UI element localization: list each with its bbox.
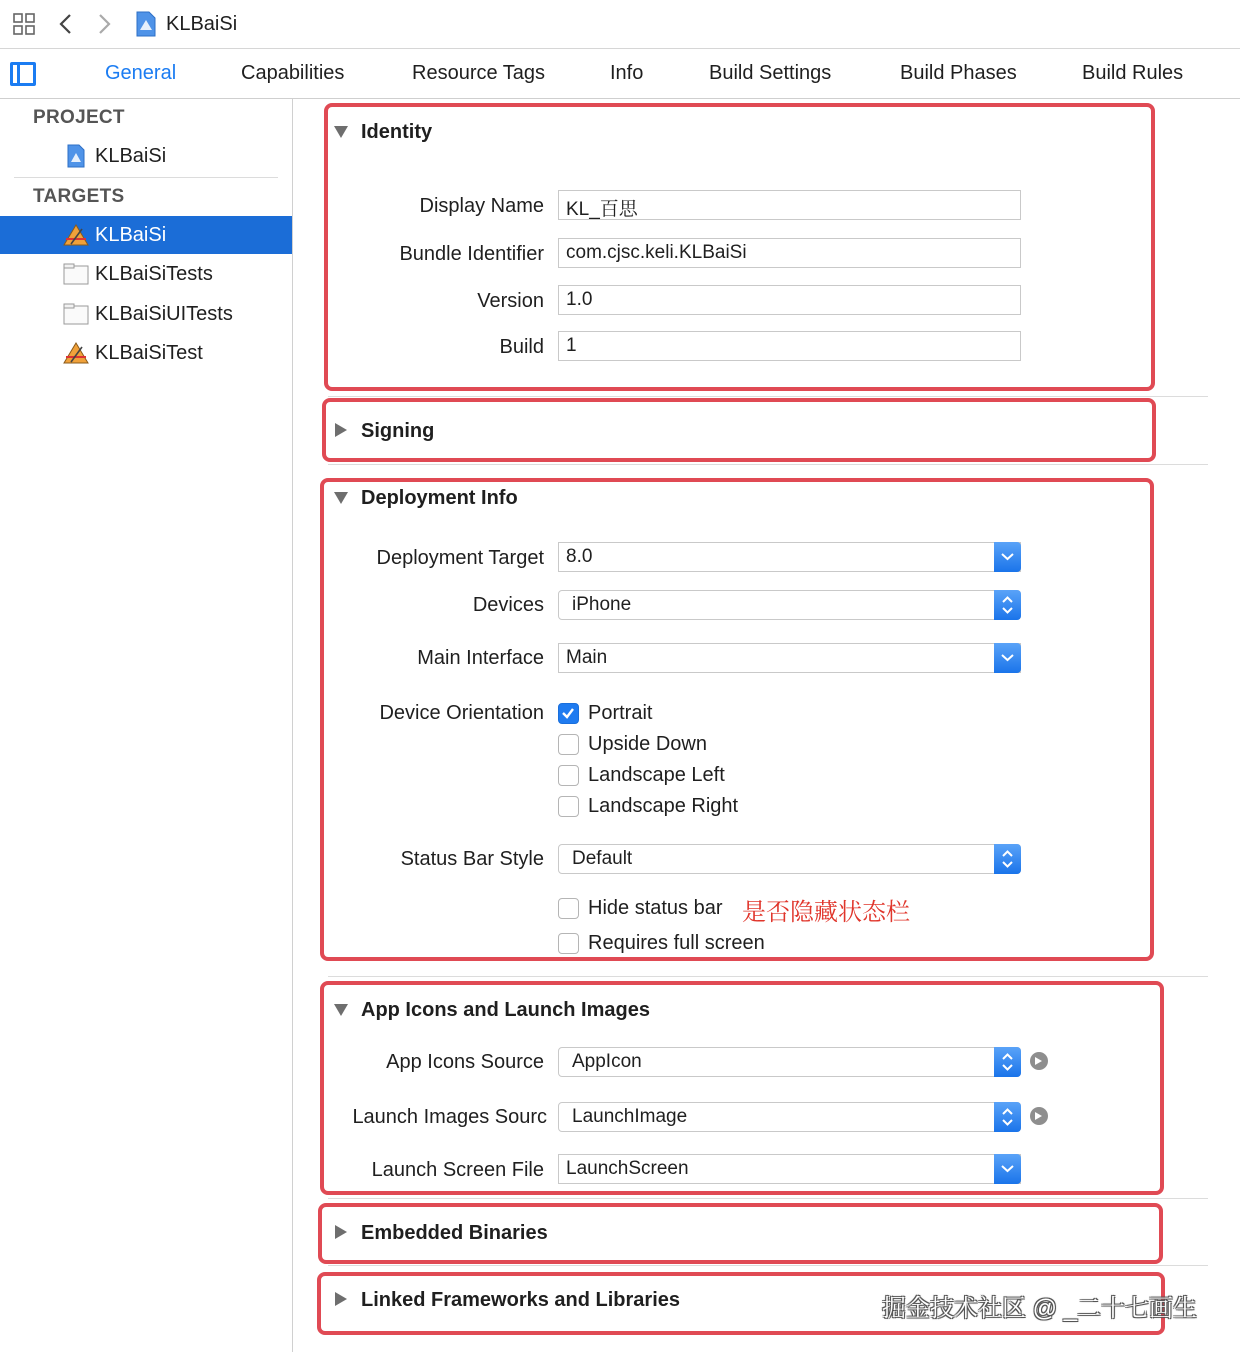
sidebar-item-project[interactable] — [0, 137, 292, 175]
display-name-label: Display Name — [419, 195, 544, 217]
deployment-info-section-title[interactable]: Deployment Info — [361, 487, 518, 509]
project-targets-sidebar — [0, 99, 293, 1352]
test-bundle-icon — [62, 262, 90, 286]
section-divider — [328, 1265, 1208, 1266]
section-divider — [328, 396, 1208, 397]
landscape-left-label: Landscape Left — [588, 764, 725, 786]
watermark-text: 掘金技术社区 @ _二十七画生 — [882, 1295, 1198, 1322]
section-divider — [328, 1198, 1208, 1199]
build-label: Build — [499, 336, 544, 358]
forward-chevron-icon[interactable] — [94, 10, 114, 38]
editor-tab-bar — [0, 49, 1240, 99]
hide-status-bar-label: Hide status bar — [588, 897, 723, 919]
targets-section-header: TARGETS — [33, 186, 125, 207]
tab-resource-tags[interactable]: Resource Tags — [412, 62, 546, 84]
launch-screen-file-label: Launch Screen File — [371, 1159, 544, 1181]
sidebar-item-target-tests[interactable] — [0, 255, 292, 293]
main-interface-value: Main — [566, 647, 608, 668]
project-section-header: PROJECT — [33, 107, 125, 128]
app-icons-section-title[interactable]: App Icons and Launch Images — [361, 999, 650, 1021]
sidebar-item-label: KLBaiSi — [95, 224, 167, 246]
version-label: Version — [477, 290, 544, 312]
display-name-field[interactable]: KL_百思 — [558, 190, 1021, 220]
breadcrumb-project[interactable]: KLBaiSi — [166, 13, 238, 35]
sidebar-toggle-icon[interactable] — [10, 62, 36, 86]
app-icons-source-value: AppIcon — [572, 1051, 642, 1072]
related-items-grid-icon[interactable] — [12, 12, 36, 36]
deployment-info-highlight-box — [320, 478, 1154, 961]
sidebar-item-target-test[interactable] — [0, 334, 292, 372]
launch-images-source-label: Launch Images Sourc — [352, 1106, 547, 1128]
build-field[interactable]: 1 — [558, 331, 1021, 361]
linked-frameworks-section-title[interactable]: Linked Frameworks and Libraries — [361, 1289, 680, 1311]
signing-section-title[interactable]: Signing — [361, 420, 435, 442]
sidebar-item-target-klbaisi[interactable] — [0, 216, 292, 254]
hide-status-bar-annotation: 是否隐藏状态栏 — [742, 899, 910, 926]
project-file-icon — [62, 144, 90, 168]
deployment-target-value: 8.0 — [566, 546, 593, 567]
bundle-identifier-field[interactable]: com.cjsc.keli.KLBaiSi — [558, 238, 1021, 268]
sidebar-item-label: KLBaiSiUITests — [95, 303, 233, 325]
landscape-right-label: Landscape Right — [588, 795, 739, 817]
project-file-icon — [134, 10, 158, 38]
path-bar — [0, 0, 1240, 49]
tab-build-settings[interactable]: Build Settings — [709, 62, 832, 84]
app-icons-source-label: App Icons Source — [386, 1051, 544, 1073]
version-field[interactable]: 1.0 — [558, 285, 1021, 315]
devices-value: iPhone — [572, 594, 632, 615]
tab-info[interactable]: Info — [610, 62, 644, 84]
signing-highlight-box — [322, 398, 1156, 462]
app-target-icon — [62, 223, 90, 247]
devices-label: Devices — [472, 594, 544, 616]
tab-capabilities[interactable]: Capabilities — [241, 62, 345, 84]
launch-screen-file-value: LaunchScreen — [566, 1158, 689, 1179]
launch-images-source-value: LaunchImage — [572, 1106, 688, 1127]
status-bar-style-label: Status Bar Style — [400, 848, 544, 870]
deployment-target-label: Deployment Target — [376, 547, 544, 569]
embedded-binaries-highlight-box — [318, 1203, 1163, 1264]
sidebar-item-label: KLBaiSiTests — [95, 263, 213, 285]
tab-build-rules[interactable]: Build Rules — [1082, 62, 1184, 84]
bundle-identifier-label: Bundle Identifier — [399, 243, 544, 265]
sidebar-item-label: KLBaiSi — [95, 145, 167, 167]
app-target-icon — [62, 341, 90, 365]
status-bar-style-value: Default — [572, 848, 633, 869]
back-chevron-icon[interactable] — [56, 10, 76, 38]
main-interface-label: Main Interface — [417, 647, 544, 669]
sidebar-item-target-uitests[interactable] — [0, 295, 292, 333]
app-icons-highlight-box — [320, 981, 1164, 1195]
test-bundle-icon — [62, 302, 90, 326]
identity-section-title[interactable]: Identity — [361, 121, 433, 143]
section-divider — [328, 976, 1208, 977]
device-orientation-label: Device Orientation — [379, 702, 544, 724]
section-divider — [328, 464, 1208, 465]
embedded-binaries-section-title[interactable]: Embedded Binaries — [361, 1222, 548, 1244]
sidebar-item-label: KLBaiSiTest — [95, 342, 203, 364]
portrait-label: Portrait — [588, 702, 653, 724]
upside-down-label: Upside Down — [588, 733, 707, 755]
requires-full-screen-label: Requires full screen — [588, 932, 765, 954]
identity-highlight-box — [324, 103, 1155, 391]
tab-build-phases[interactable]: Build Phases — [900, 62, 1017, 84]
tab-general[interactable]: General — [105, 62, 177, 84]
sidebar-divider — [14, 177, 278, 178]
